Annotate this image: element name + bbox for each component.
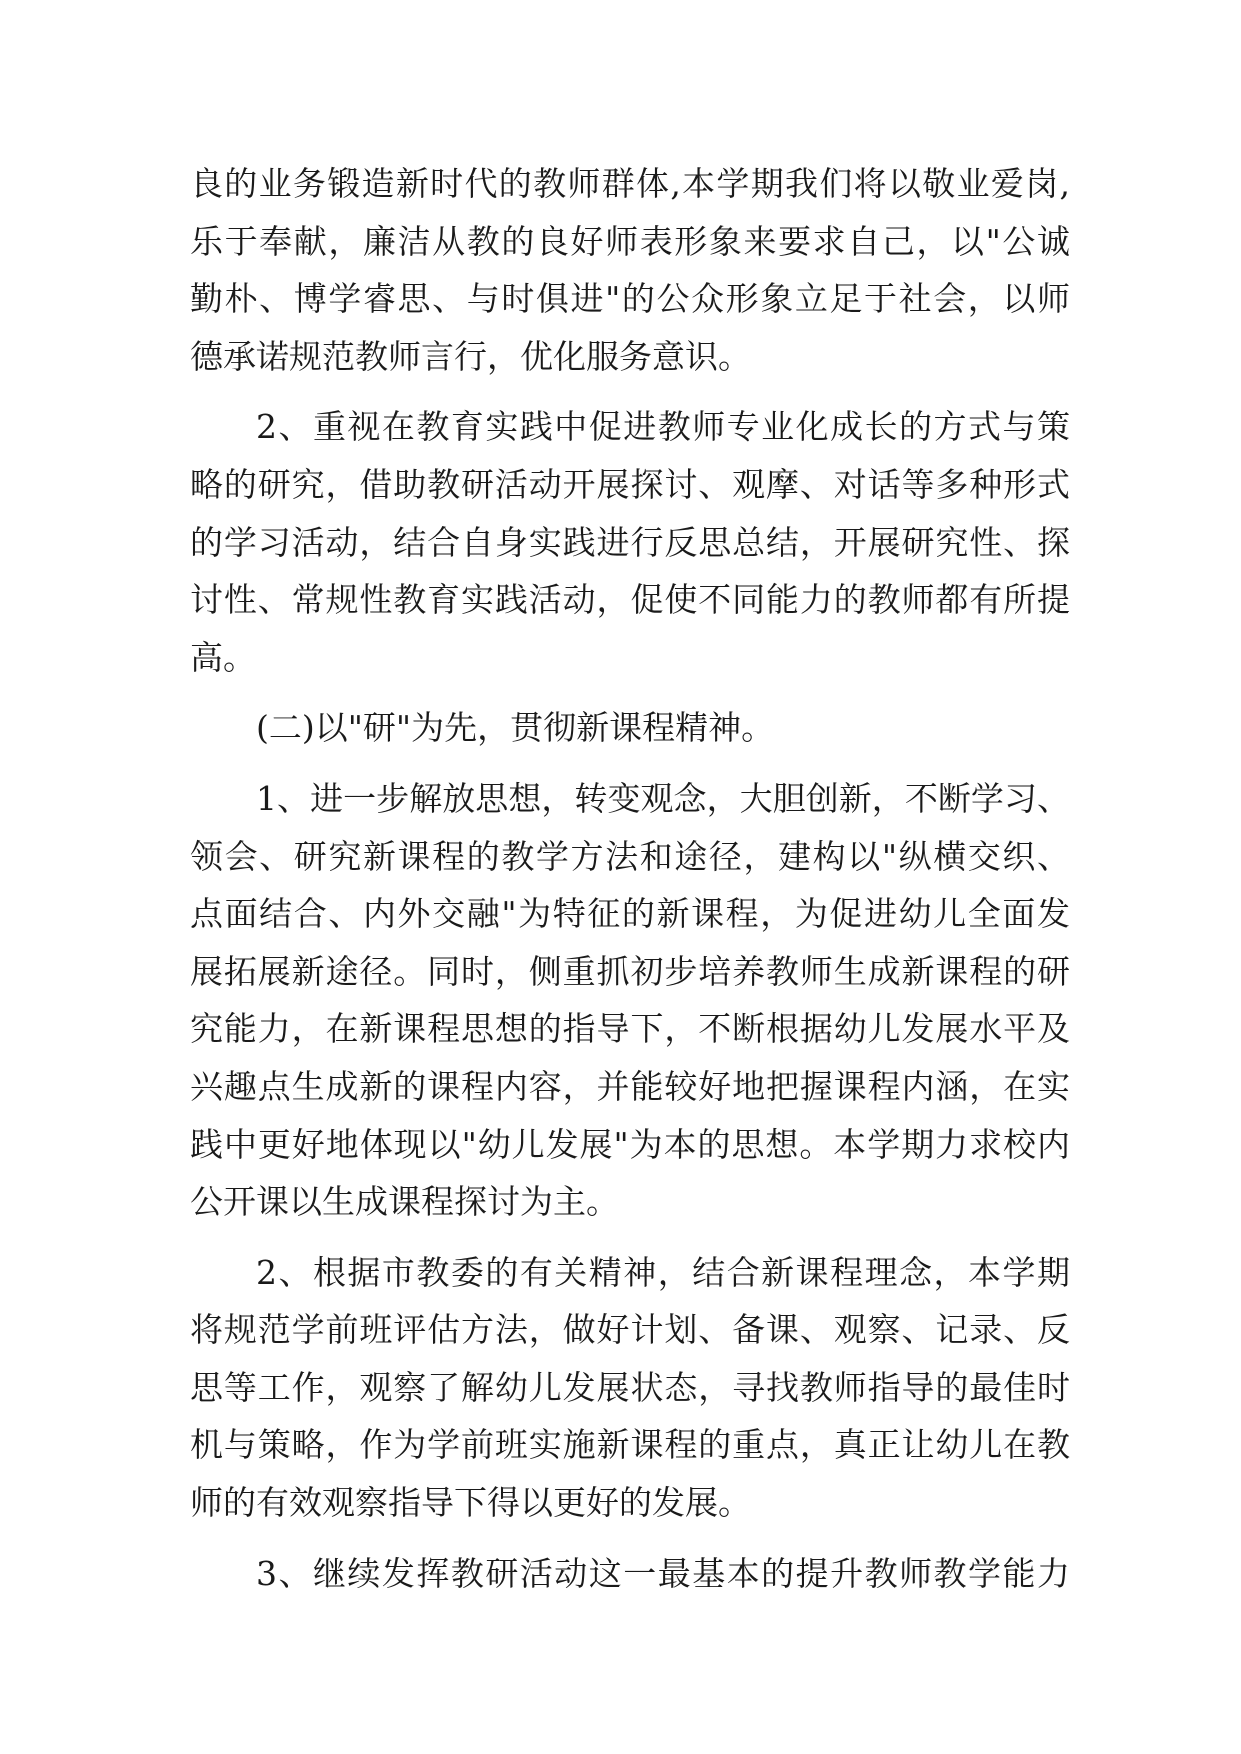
text-line: 良的业务锻造新时代的教师群体,本学期我们将以敬业爱岗,	[190, 164, 1070, 203]
paragraph-item-1	[190, 770, 1070, 1231]
text-line: 2、根据市教委的有关精神，结合新课程理念，本学期	[256, 1252, 1070, 1292]
text-line: 机与策略，作为学前班实施新课程的重点，真正让幼儿在教	[190, 1425, 1070, 1465]
text-line: 3、继续发挥教研活动这一最基本的提升教师教学能力	[256, 1553, 1070, 1593]
text-line: 公开课以生成课程探讨为主。	[190, 1182, 619, 1222]
paragraph-item-2b	[190, 1244, 1070, 1532]
section-heading	[190, 699, 1070, 757]
paragraph-item-3	[190, 1545, 1070, 1603]
text-line: 的学习活动，结合自身实践进行反思总结，开展研究性、探	[190, 522, 1070, 562]
text-line: 思等工作，观察了解幼儿发展状态，寻找教师指导的最佳时	[190, 1367, 1070, 1407]
text-line: 领会、研究新课程的教学方法和途径，建构以"纵横交织、	[190, 836, 1070, 876]
text-line: 究能力，在新课程思想的指导下，不断根据幼儿发展水平及	[190, 1009, 1070, 1049]
text-line: 勤朴、博学睿思、与时俱进"的公众形象立足于社会，以师	[190, 279, 1070, 319]
text-line: 点面结合、内外交融"为特征的新课程，为促进幼儿全面发	[190, 894, 1070, 934]
text-line: 乐于奉献，廉洁从教的良好师表形象来要求自己，以"公诚	[190, 221, 1070, 261]
text-line: 1、进一步解放思想，转变观念，大胆创新，不断学习、	[256, 778, 1070, 818]
text-line: 兴趣点生成新的课程内容，并能较好地把握课程内涵，在实	[190, 1066, 1070, 1106]
text-line: 践中更好地体现以"幼儿发展"为本的思想。本学期力求校内	[190, 1124, 1070, 1164]
text-line: 师的有效观察指导下得以更好的发展。	[190, 1483, 751, 1523]
text-line: 高。	[190, 637, 256, 677]
paragraph-item-2a	[190, 398, 1070, 686]
text-line: 略的研究，借助教研活动开展探讨、观摩、对话等多种形式	[190, 464, 1070, 504]
text-line: 讨性、常规性教育实践活动，促使不同能力的教师都有所提	[190, 580, 1070, 620]
text-line: (二)以"研"为先，贯彻新课程精神。	[256, 708, 775, 748]
text-line: 将规范学前班评估方法，做好计划、备课、观察、记录、反	[190, 1310, 1070, 1350]
text-line: 2、重视在教育实践中促进教师专业化成长的方式与策	[256, 407, 1070, 447]
text-line: 德承诺规范教师言行，优化服务意识。	[190, 336, 751, 376]
document-body	[190, 155, 1070, 1602]
paragraph-continuation	[190, 155, 1070, 385]
text-line: 展拓展新途径。同时，侧重抓初步培养教师生成新课程的研	[190, 951, 1070, 991]
